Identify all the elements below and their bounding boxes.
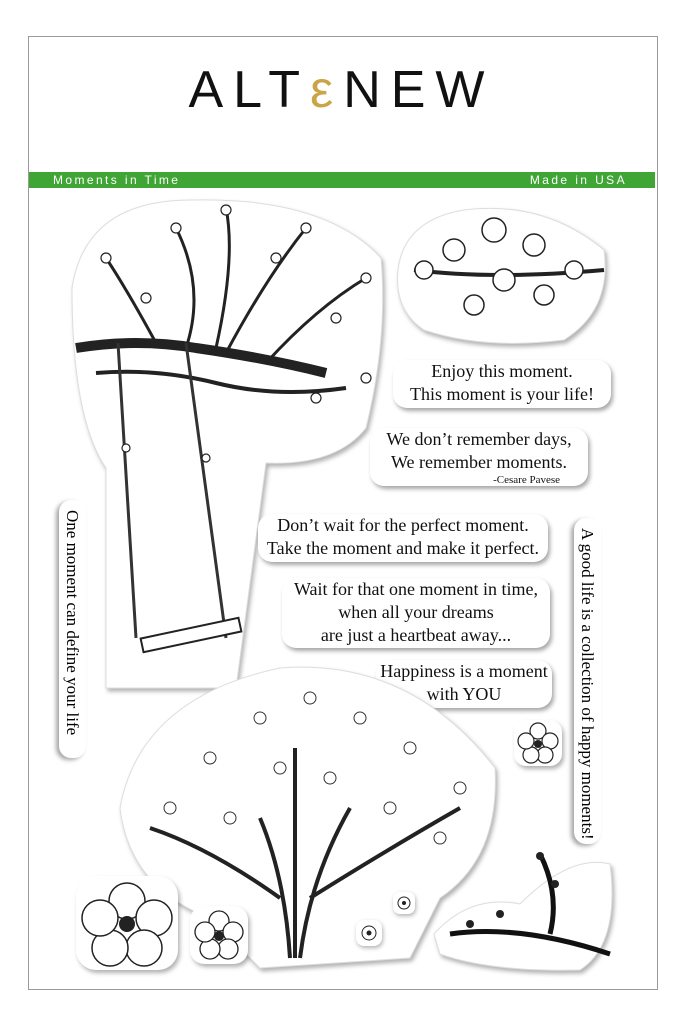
quote-remember-moments: We don’t remember days, We remember moments. -Cesare Pavese xyxy=(370,428,588,486)
small-branch-stamp xyxy=(430,844,620,974)
small-flower-right xyxy=(514,720,562,766)
banner-product-name: Moments in Time xyxy=(53,173,181,187)
large-flower-stamp xyxy=(76,876,178,970)
vertical-quote-right: A good life is a collection of happy moments! xyxy=(574,518,601,844)
vertical-quote-left: One moment can define your life xyxy=(59,500,86,758)
tiny-flower-b xyxy=(393,892,415,914)
logo-ampersand: ε xyxy=(310,61,344,119)
quote-enjoy-moment: Enjoy this moment. This moment is your life! xyxy=(393,360,611,408)
quote-heartbeat-away: Wait for that one moment in time, when all your dreams are just a heartbeat away... xyxy=(282,578,550,648)
quote-attribution: -Cesare Pavese xyxy=(493,474,560,486)
tiny-flower-a xyxy=(356,920,382,946)
altenew-logo: ALTεNEW xyxy=(188,61,495,119)
banner-made-in: Made in USA xyxy=(529,173,627,187)
green-banner xyxy=(29,172,655,188)
quote-happiness: Happiness is a moment with YOU xyxy=(376,660,552,708)
blossom-branch-stamp xyxy=(394,200,614,348)
medium-flower-stamp xyxy=(190,906,248,964)
quote-perfect-moment: Don’t wait for the perfect moment. Take the moment and make it perfect. xyxy=(258,514,548,562)
